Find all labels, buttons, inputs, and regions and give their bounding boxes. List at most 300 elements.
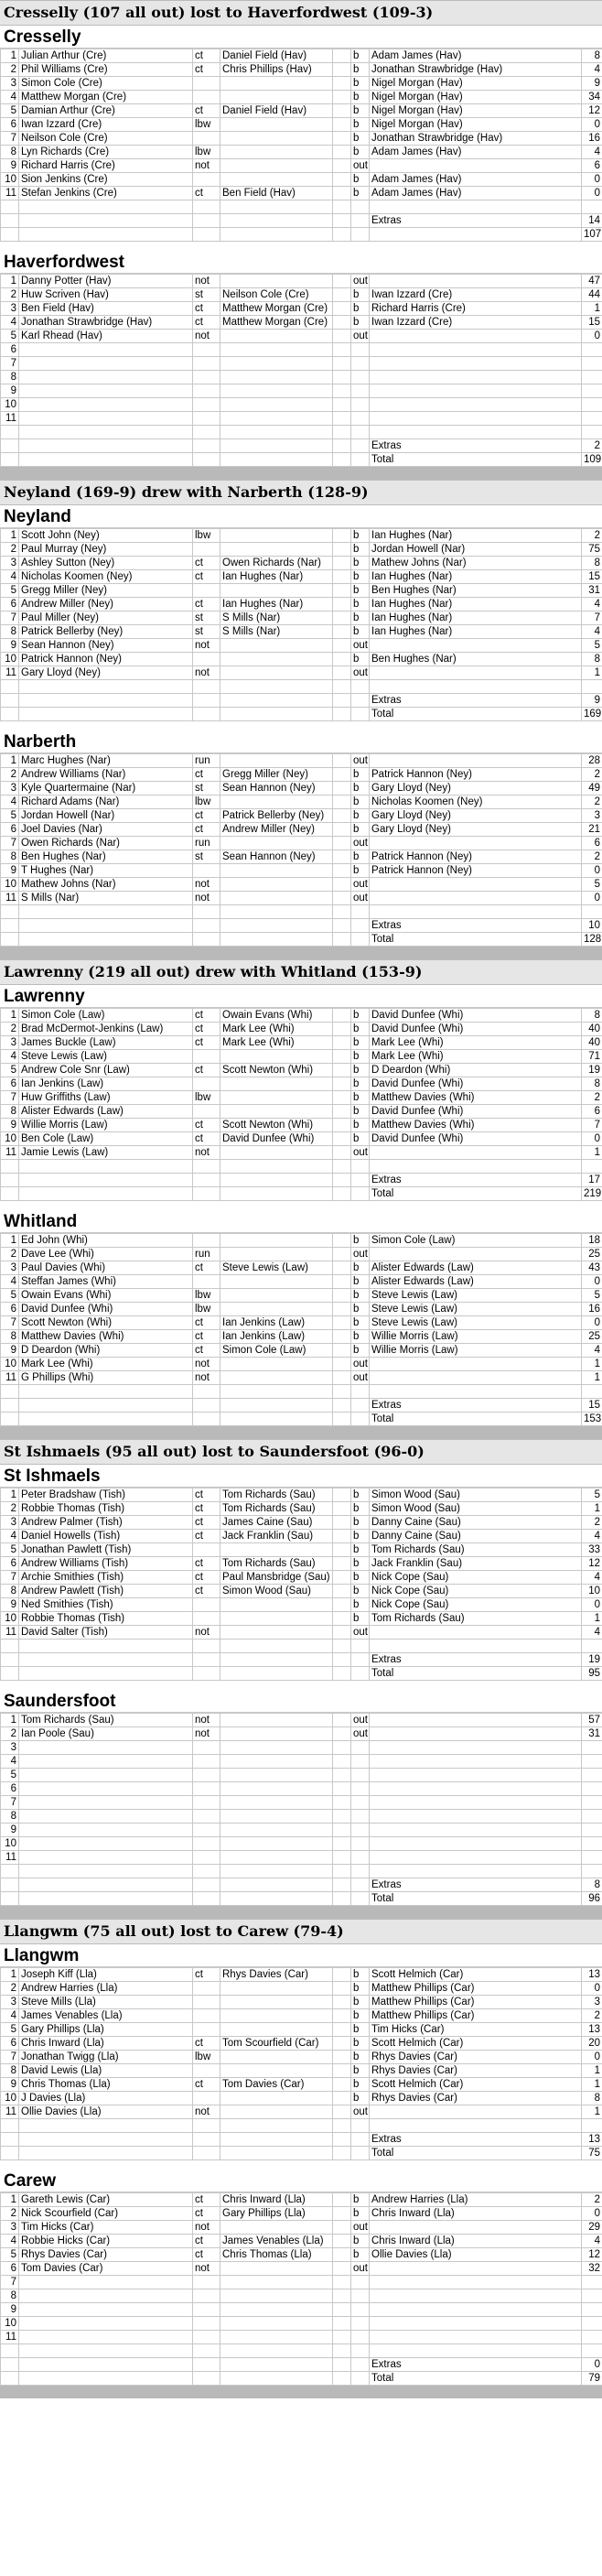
fielder-name: [220, 796, 333, 809]
extras-label: Extras: [370, 694, 582, 708]
bowler-name: Nick Cope (Sau): [370, 1598, 582, 1612]
blank-cell: [351, 2147, 370, 2160]
fielder-name: [220, 2276, 333, 2289]
runs-scored: [582, 357, 602, 371]
runs-scored: [582, 1824, 602, 1837]
bowled-marker: [351, 1824, 370, 1837]
blank-cell: [193, 1160, 220, 1174]
spacer-cell: [333, 878, 351, 892]
batting-position: 8: [1, 1810, 19, 1824]
spacer-cell: [333, 2317, 351, 2331]
blank-cell: [19, 228, 193, 242]
dismissal-type: [193, 1612, 220, 1626]
batsman-row: [1, 1275, 602, 1289]
dismissal-type: run: [193, 754, 220, 768]
runs-scored: 10: [582, 1585, 602, 1598]
bowler-name: Ian Hughes (Nar): [370, 625, 582, 639]
spacer-cell: [333, 529, 351, 543]
batting-position: 3: [1, 1996, 19, 2009]
batsman-row: [1, 1050, 602, 1064]
fielder-name: [220, 892, 333, 905]
batsman-row: [1, 666, 602, 680]
blank-cell: [193, 453, 220, 467]
bowled-marker: out: [351, 1371, 370, 1385]
bowled-marker: b: [351, 1530, 370, 1543]
bowler-name: Steve Lewis (Law): [370, 1316, 582, 1330]
spacer-cell: [333, 1303, 351, 1316]
batsman-row: [1, 1316, 602, 1330]
bowled-marker: out: [351, 639, 370, 653]
blank-cell: [351, 2344, 370, 2358]
bowler-name: [370, 1824, 582, 1837]
spacer-cell: [333, 1982, 351, 1996]
bowled-marker: b: [351, 91, 370, 104]
blank-cell: [1, 1187, 19, 1201]
batsman-name: Nick Scourfield (Car): [19, 2207, 193, 2221]
batsman-name: Alister Edwards (Law): [19, 1105, 193, 1119]
batsman-row: [1, 892, 602, 905]
batsman-row: [1, 412, 602, 426]
fielder-name: Ian Hughes (Nar): [220, 598, 333, 612]
batting-position: 9: [1, 2303, 19, 2317]
runs-scored: 4: [582, 625, 602, 639]
runs-scored: 2: [582, 850, 602, 864]
bowled-marker: b: [351, 529, 370, 543]
blank-cell: [19, 708, 193, 721]
spacer-cell: [333, 809, 351, 823]
bowled-marker: b: [351, 1557, 370, 1571]
batting-position: 8: [1, 371, 19, 384]
bowler-name: Matthew Davies (Whi): [370, 1091, 582, 1105]
blank-cell: [370, 1640, 582, 1653]
spacer-cell: [333, 1714, 351, 1727]
total-row: [1, 453, 602, 467]
batting-position: 3: [1, 1036, 19, 1050]
bowled-marker: b: [351, 2248, 370, 2262]
extras-row: [1, 439, 602, 453]
runs-scored: 0: [582, 864, 602, 878]
fielder-name: [220, 1371, 333, 1385]
dismissal-type: [193, 1755, 220, 1769]
spacer-cell: [333, 1968, 351, 1982]
batting-position: 3: [1, 1741, 19, 1755]
spacer-cell: [333, 1146, 351, 1160]
batting-position: 9: [1, 2078, 19, 2092]
dismissal-type: lbw: [193, 529, 220, 543]
bowled-marker: b: [351, 1009, 370, 1023]
fielder-name: [220, 1598, 333, 1612]
fielder-name: [220, 173, 333, 187]
blank-cell: [19, 200, 193, 214]
batsman-name: James Venables (Lla): [19, 2009, 193, 2023]
bowled-marker: b: [351, 104, 370, 118]
fielder-name: [220, 2303, 333, 2317]
spacer-cell: [333, 1289, 351, 1303]
bowled-marker: b: [351, 543, 370, 557]
bowled-marker: b: [351, 1502, 370, 1516]
blank-cell: [333, 200, 351, 214]
batting-position: 2: [1, 1727, 19, 1741]
fielder-name: Patrick Bellerby (Ney): [220, 809, 333, 823]
bowler-name: [370, 1146, 582, 1160]
spacer-cell: [333, 1810, 351, 1824]
batsman-row: [1, 2092, 602, 2105]
batsman-row: [1, 1851, 602, 1865]
batsman-row: [1, 187, 602, 200]
dismissal-type: ct: [193, 1571, 220, 1585]
batting-position: 2: [1, 2207, 19, 2221]
bowler-name: Danny Caine (Sau): [370, 1516, 582, 1530]
extras-value: 8: [582, 1878, 602, 1892]
fielder-name: Tom Richards (Sau): [220, 1557, 333, 1571]
batsman-name: Mathew Johns (Nar): [19, 878, 193, 892]
blank-cell: [220, 1160, 333, 1174]
batsman-row: [1, 1234, 602, 1248]
batsman-name: Matthew Davies (Whi): [19, 1330, 193, 1344]
bowler-name: Nick Cope (Sau): [370, 1585, 582, 1598]
blank-cell: [1, 1385, 19, 1399]
batsman-row: [1, 878, 602, 892]
dismissal-type: not: [193, 1358, 220, 1371]
batting-position: 11: [1, 1851, 19, 1865]
batting-position: 6: [1, 343, 19, 357]
bowler-name: Scott Helmich (Car): [370, 2037, 582, 2051]
blank-cell: [351, 1640, 370, 1653]
batsman-name: Tom Richards (Sau): [19, 1714, 193, 1727]
dismissal-type: lbw: [193, 1091, 220, 1105]
blank-cell: [193, 2344, 220, 2358]
spacer-cell: [333, 612, 351, 625]
runs-scored: [582, 2303, 602, 2317]
bowler-name: [370, 878, 582, 892]
batting-position: 7: [1, 1316, 19, 1330]
dismissal-type: ct: [193, 2037, 220, 2051]
fielder-name: Gregg Miller (Ney): [220, 768, 333, 782]
bowler-name: Adam James (Hav): [370, 187, 582, 200]
batting-position: 4: [1, 1050, 19, 1064]
fielder-name: [220, 1543, 333, 1557]
bowler-name: Simon Wood (Sau): [370, 1502, 582, 1516]
batsman-name: David Lewis (Lla): [19, 2064, 193, 2078]
fielder-name: [220, 878, 333, 892]
bowler-name: [370, 666, 582, 680]
blank-cell: [220, 439, 333, 453]
runs-scored: 31: [582, 1727, 602, 1741]
fielder-name: Scott Newton (Whi): [220, 1064, 333, 1077]
spacer-cell: [333, 2105, 351, 2119]
innings-block: [0, 985, 602, 1201]
bowled-marker: out: [351, 1358, 370, 1371]
bowled-marker: b: [351, 49, 370, 63]
batsman-name: T Hughes (Nar): [19, 864, 193, 878]
fielder-name: [220, 2105, 333, 2119]
batting-position: 3: [1, 77, 19, 91]
batsman-row: [1, 543, 602, 557]
dismissal-type: [193, 384, 220, 398]
bowler-name: Mathew Johns (Nar): [370, 557, 582, 570]
spacer-cell: [333, 1557, 351, 1571]
extras-label: Extras: [370, 919, 582, 933]
runs-scored: 13: [582, 1968, 602, 1982]
batting-position: 4: [1, 1275, 19, 1289]
bowled-marker: out: [351, 2105, 370, 2119]
blank-cell: [1, 2344, 19, 2358]
dismissal-type: [193, 1824, 220, 1837]
batting-position: 11: [1, 412, 19, 426]
fielder-name: Owain Evans (Whi): [220, 1009, 333, 1023]
total-value: 169: [582, 708, 602, 721]
runs-scored: 8: [582, 1009, 602, 1023]
bowler-name: Scott Helmich (Car): [370, 2078, 582, 2092]
blank-cell: [19, 905, 193, 919]
batsman-name: Ben Hughes (Nar): [19, 850, 193, 864]
bowler-name: [370, 2317, 582, 2331]
spacer-cell: [333, 1598, 351, 1612]
blank-cell: [19, 1399, 193, 1412]
fielder-name: S Mills (Nar): [220, 625, 333, 639]
runs-scored: 4: [582, 598, 602, 612]
batsman-row: [1, 104, 602, 118]
batsman-name: Neilson Cole (Cre): [19, 132, 193, 146]
batsman-name: [19, 371, 193, 384]
blank-cell: [220, 200, 333, 214]
dismissal-type: ct: [193, 1585, 220, 1598]
bowled-marker: b: [351, 2235, 370, 2248]
blank-cell: [19, 1865, 193, 1878]
batsman-name: James Buckle (Law): [19, 1036, 193, 1050]
batting-position: 9: [1, 1119, 19, 1132]
blank-cell: [193, 1412, 220, 1426]
total-row: [1, 1892, 602, 1906]
spacer-cell: [333, 1782, 351, 1796]
match-separator: [0, 1906, 602, 1919]
batsman-row: [1, 159, 602, 173]
batting-position: 7: [1, 1091, 19, 1105]
fielder-name: Chris Inward (Lla): [220, 2193, 333, 2207]
batsman-row: [1, 1598, 602, 1612]
bowler-name: David Dunfee (Whi): [370, 1077, 582, 1091]
blank-cell: [333, 426, 351, 439]
batsman-row: [1, 2303, 602, 2317]
fielder-name: [220, 1146, 333, 1160]
fielder-name: [220, 1996, 333, 2009]
batsman-name: Andrew Pawlett (Tish): [19, 1585, 193, 1598]
batsman-row: [1, 1502, 602, 1516]
blank-cell: [220, 1865, 333, 1878]
innings-block: [0, 1944, 602, 2160]
bowled-marker: b: [351, 1119, 370, 1132]
total-value: 107: [582, 228, 602, 242]
bowled-marker: [351, 2317, 370, 2331]
runs-scored: 4: [582, 146, 602, 159]
fielder-name: [220, 118, 333, 132]
blank-cell: [19, 919, 193, 933]
blank-cell: [1, 694, 19, 708]
fielder-name: Chris Thomas (Lla): [220, 2248, 333, 2262]
extras-row: [1, 1174, 602, 1187]
batsman-name: [19, 1837, 193, 1851]
runs-scored: 49: [582, 782, 602, 796]
fielder-name: [220, 330, 333, 343]
blank-cell: [351, 2372, 370, 2386]
batsman-row: [1, 1585, 602, 1598]
blank-cell: [1, 200, 19, 214]
spacer-cell: [333, 118, 351, 132]
runs-scored: 1: [582, 302, 602, 316]
batsman-row: [1, 639, 602, 653]
batting-position: 6: [1, 1557, 19, 1571]
batsman-row: [1, 1612, 602, 1626]
fielder-name: [220, 1982, 333, 1996]
total-row: [1, 1667, 602, 1681]
dismissal-type: st: [193, 612, 220, 625]
blank-cell: [193, 214, 220, 228]
blank-cell: [193, 1865, 220, 1878]
batting-position: 4: [1, 2009, 19, 2023]
fielder-name: [220, 584, 333, 598]
batsman-row: [1, 132, 602, 146]
spacer-cell: [333, 2331, 351, 2344]
dismissal-type: [193, 1275, 220, 1289]
fielder-name: [220, 1769, 333, 1782]
batsman-row: [1, 1571, 602, 1585]
bowler-name: Rhys Davies (Car): [370, 2092, 582, 2105]
batsman-row: [1, 63, 602, 77]
spacer-cell: [333, 2276, 351, 2289]
blank-cell: [333, 1653, 351, 1667]
extras-label: Extras: [370, 439, 582, 453]
batsman-row: [1, 1132, 602, 1146]
blank-cell: [19, 1640, 193, 1653]
dismissal-type: [193, 1837, 220, 1851]
team-name: Narberth: [0, 731, 602, 753]
dismissal-type: ct: [193, 187, 220, 200]
bowler-name: Simon Cole (Law): [370, 1234, 582, 1248]
bowler-name: Nicholas Koomen (Ney): [370, 796, 582, 809]
innings-gap: [0, 242, 602, 251]
bowler-name: Matthew Phillips (Car): [370, 1982, 582, 1996]
batsman-row: [1, 1741, 602, 1755]
batsman-name: Huw Scriven (Hav): [19, 288, 193, 302]
batsman-row: [1, 754, 602, 768]
fielder-name: [220, 1837, 333, 1851]
bowler-name: Willie Morris (Law): [370, 1330, 582, 1344]
blank-cell: [1, 228, 19, 242]
blank-cell: [370, 1385, 582, 1399]
spacer-cell: [333, 2303, 351, 2317]
total-row: [1, 933, 602, 947]
dismissal-type: lbw: [193, 1303, 220, 1316]
spacer-cell: [333, 398, 351, 412]
spacer-cell: [333, 2221, 351, 2235]
fielder-name: [220, 2023, 333, 2037]
dismissal-type: [193, 2317, 220, 2331]
extras-value: 13: [582, 2133, 602, 2147]
runs-scored: 0: [582, 1275, 602, 1289]
blank-cell: [351, 905, 370, 919]
fielder-name: [220, 1275, 333, 1289]
batsman-name: [19, 1824, 193, 1837]
batting-table: [0, 1713, 602, 1906]
spacer-cell: [333, 1077, 351, 1091]
spacer-cell: [333, 330, 351, 343]
dismissal-type: [193, 1810, 220, 1824]
blank-cell: [220, 2358, 333, 2372]
fielder-name: [220, 1851, 333, 1865]
blank-cell: [220, 2372, 333, 2386]
bowler-name: Nigel Morgan (Hav): [370, 104, 582, 118]
batting-position: 10: [1, 173, 19, 187]
runs-scored: 43: [582, 1261, 602, 1275]
batsman-row: [1, 1091, 602, 1105]
blank-cell: [19, 1412, 193, 1426]
fielder-name: Mark Lee (Whi): [220, 1036, 333, 1050]
runs-scored: 12: [582, 2248, 602, 2262]
bowled-marker: [351, 1851, 370, 1865]
total-label: Total: [370, 1412, 582, 1426]
blank-cell: [582, 1640, 602, 1653]
spacer-cell: [333, 2023, 351, 2037]
bowler-name: Jordan Howell (Nar): [370, 543, 582, 557]
fielder-name: Ian Hughes (Nar): [220, 570, 333, 584]
bowler-name: [370, 639, 582, 653]
blank-cell: [19, 1160, 193, 1174]
dismissal-type: [193, 1796, 220, 1810]
batsman-row: [1, 77, 602, 91]
batting-position: 5: [1, 584, 19, 598]
dismissal-type: [193, 398, 220, 412]
bowled-marker: out: [351, 159, 370, 173]
runs-scored: 5: [582, 1488, 602, 1502]
runs-scored: [582, 1741, 602, 1755]
total-value: 128: [582, 933, 602, 947]
blank-row: [1, 1865, 602, 1878]
spacer-cell: [333, 159, 351, 173]
batting-table: [0, 1967, 602, 2160]
runs-scored: 29: [582, 2221, 602, 2235]
blank-cell: [351, 933, 370, 947]
blank-cell: [370, 680, 582, 694]
total-label: Total: [370, 1892, 582, 1906]
dismissal-type: [193, 2303, 220, 2317]
runs-scored: 71: [582, 1050, 602, 1064]
extras-row: [1, 2133, 602, 2147]
spacer-cell: [333, 371, 351, 384]
batsman-row: [1, 653, 602, 666]
bowler-name: Nick Cope (Sau): [370, 1571, 582, 1585]
blank-row: [1, 426, 602, 439]
batting-position: 10: [1, 1837, 19, 1851]
bowled-marker: [351, 1810, 370, 1824]
runs-scored: [582, 343, 602, 357]
batsman-row: [1, 2023, 602, 2037]
blank-cell: [1, 2119, 19, 2133]
batting-position: 1: [1, 529, 19, 543]
bowled-marker: b: [351, 1064, 370, 1077]
bowler-name: Patrick Hannon (Ney): [370, 768, 582, 782]
batting-position: 3: [1, 557, 19, 570]
batsman-name: Peter Bradshaw (Tish): [19, 1488, 193, 1502]
blank-row: [1, 1385, 602, 1399]
bowler-name: [370, 2303, 582, 2317]
batsman-name: Phil Williams (Cre): [19, 63, 193, 77]
blank-cell: [333, 1412, 351, 1426]
blank-cell: [351, 708, 370, 721]
spacer-cell: [333, 1248, 351, 1261]
innings-gap: [0, 1681, 602, 1690]
blank-cell: [333, 1399, 351, 1412]
bowled-marker: b: [351, 1968, 370, 1982]
